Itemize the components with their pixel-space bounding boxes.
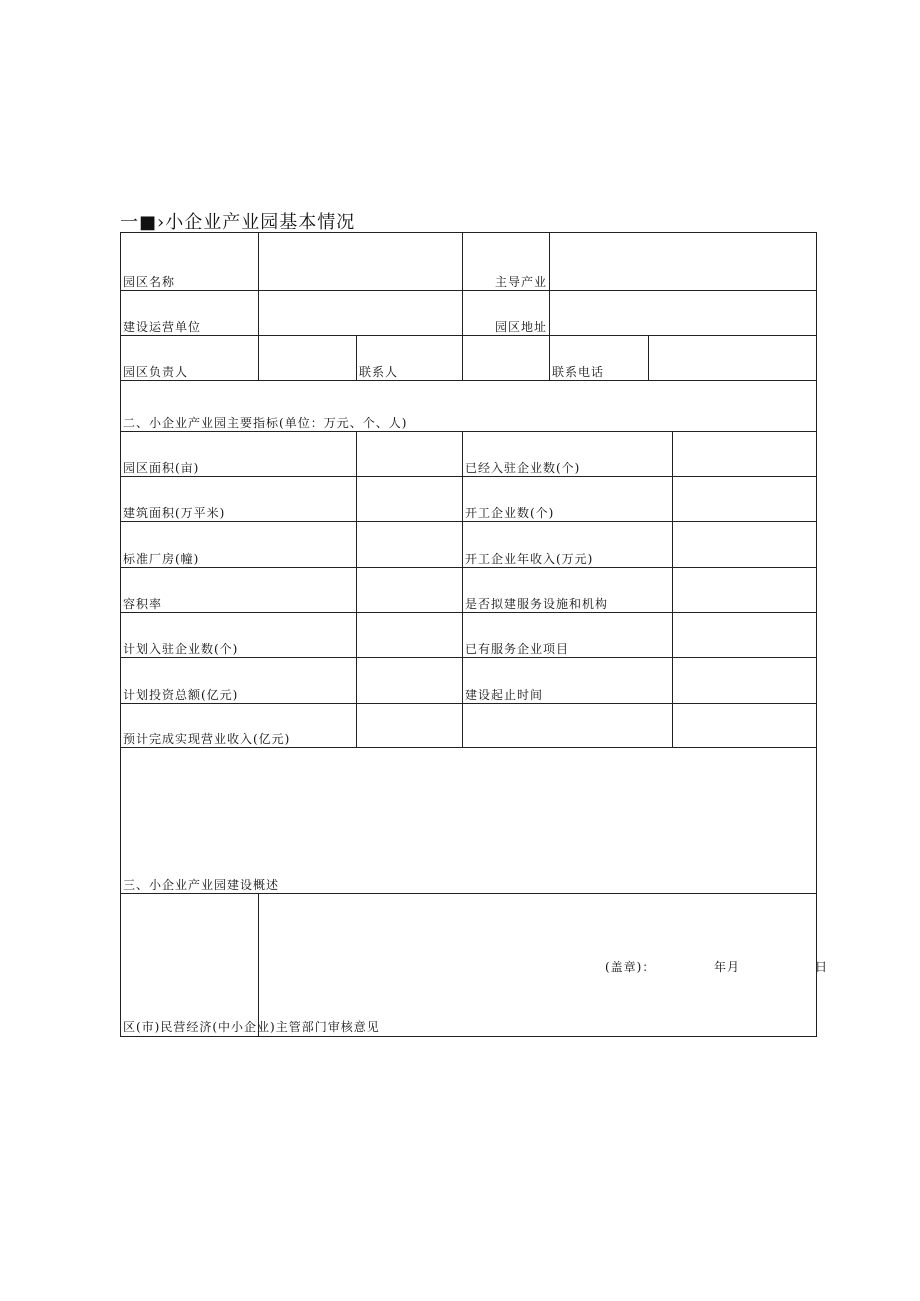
revenue-field[interactable] <box>357 704 463 748</box>
plot-ratio-field[interactable] <box>357 568 463 613</box>
park-name-label: 园区名称 <box>121 233 259 291</box>
building-area-label: 建筑面积(万平米) <box>121 477 357 522</box>
contact-label: 联系人 <box>357 336 463 381</box>
revenue-label: 预计完成实现营业收入(亿元) <box>121 704 357 748</box>
building-area-field[interactable] <box>357 477 463 522</box>
construction-period-field[interactable] <box>673 658 817 704</box>
manager-label: 园区负责人 <box>121 336 259 381</box>
approval-label: 区(市)民营经济(中小企业)主管部门审核意见 <box>121 894 259 1037</box>
service-projects-label: 已有服务企业项目 <box>463 613 673 658</box>
section-1-title: 一■›小企业产业园基本情况 <box>120 212 356 233</box>
main-industry-label: 主导产业 <box>463 233 550 291</box>
section-2-header <box>121 381 817 432</box>
phone-field[interactable] <box>649 336 817 381</box>
main-industry-field[interactable] <box>550 233 817 291</box>
park-name-field[interactable] <box>259 233 463 291</box>
contact-field[interactable] <box>463 336 550 381</box>
investment-label: 计划投资总额(亿元) <box>121 658 357 704</box>
year-month-label: 年月 <box>714 960 741 974</box>
operator-label: 建设运营单位 <box>121 291 259 336</box>
standard-factory-field[interactable] <box>357 522 463 568</box>
planned-settle-label: 计划入驻企业数(个) <box>121 613 357 658</box>
section-3-overview[interactable] <box>121 748 817 894</box>
revenue-extra-value[interactable] <box>673 704 817 748</box>
investment-field[interactable] <box>357 658 463 704</box>
service-facility-label: 是否拟建服务设施和机构 <box>463 568 673 613</box>
area-label: 园区面积(亩) <box>121 432 357 477</box>
standard-factory-label: 标准厂房(幢) <box>121 522 357 568</box>
section-3-title: 三、小企业产业园建设概述 <box>123 878 280 892</box>
service-projects-field[interactable] <box>673 613 817 658</box>
park-info-form <box>120 232 829 1037</box>
phone-label: 联系电话 <box>550 336 649 381</box>
service-facility-field[interactable] <box>673 568 817 613</box>
plot-ratio-label: 容积率 <box>121 568 357 613</box>
section-2-title: 二、小企业产业园主要指标 <box>123 416 280 430</box>
construction-period-label: 建设起止时间 <box>463 658 673 704</box>
address-label: 园区地址 <box>463 291 550 336</box>
manager-field[interactable] <box>259 336 357 381</box>
started-field[interactable] <box>673 477 817 522</box>
revenue-extra-field[interactable] <box>463 704 673 748</box>
section-2-unit: (单位：万元、个、人) <box>279 416 408 430</box>
approval-opinion-area[interactable] <box>259 894 829 1037</box>
day-label: 日 <box>815 960 829 974</box>
settled-label: 已经入驻企业数(个) <box>463 432 673 477</box>
stamp-label: (盖章)： <box>605 960 656 974</box>
planned-settle-field[interactable] <box>357 613 463 658</box>
settled-field[interactable] <box>673 432 817 477</box>
annual-income-label: 开工企业年收入(万元) <box>463 522 673 568</box>
address-field[interactable] <box>550 291 817 336</box>
started-label: 开工企业数(个) <box>463 477 673 522</box>
annual-income-field[interactable] <box>673 522 817 568</box>
area-field[interactable] <box>357 432 463 477</box>
operator-field[interactable] <box>259 291 463 336</box>
